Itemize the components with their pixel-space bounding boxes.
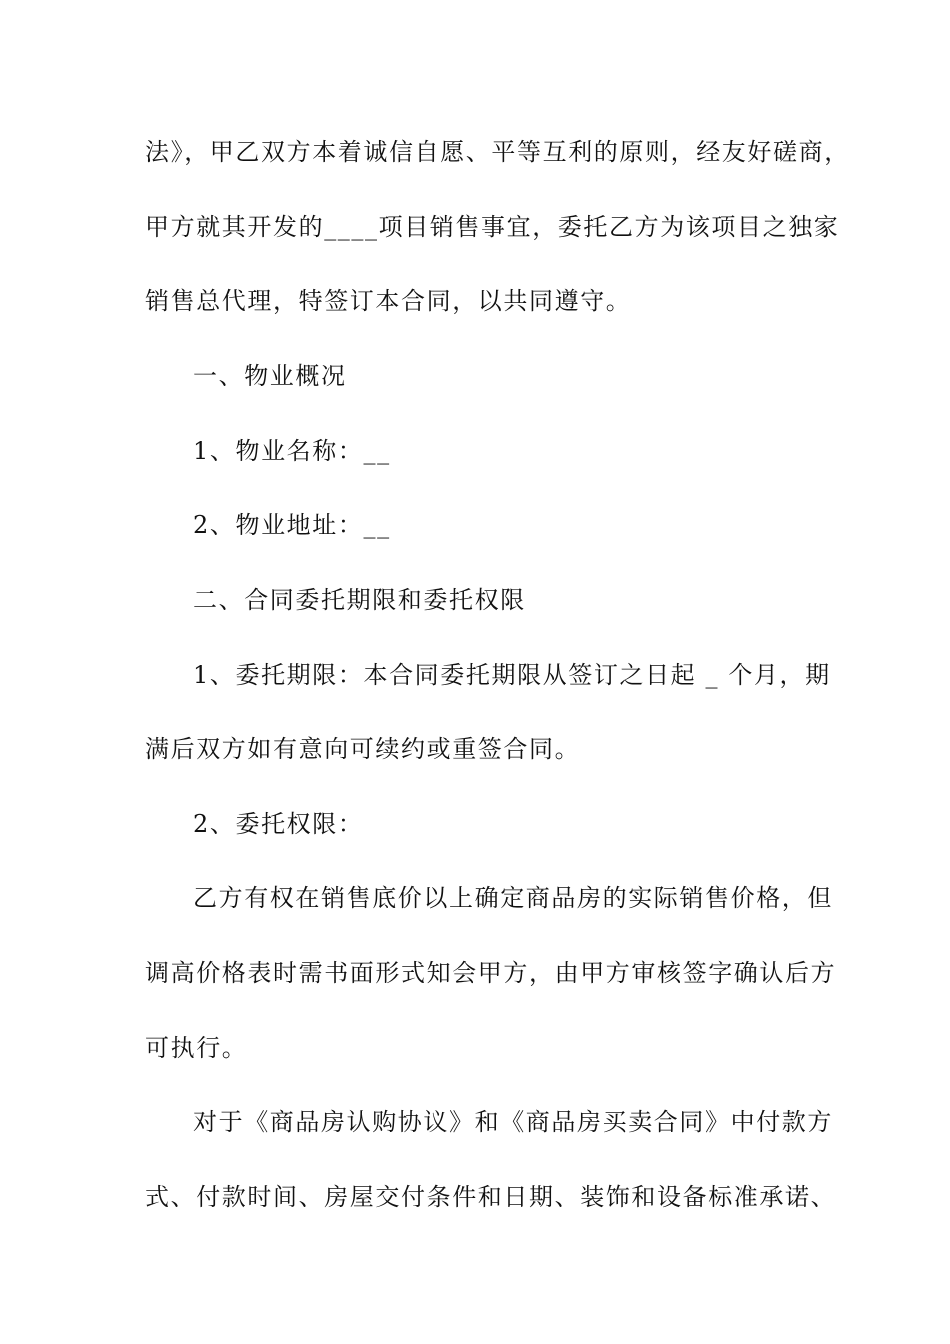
- body-line: 满后双方如有意向可续约或重签合同。: [145, 735, 581, 763]
- body-line: 2、委托权限：: [193, 810, 364, 838]
- body-line: 可执行。: [145, 1034, 248, 1062]
- body-line: 法》，甲乙双方本着诚信自愿、平等互利的原则，经友好磋商，: [145, 138, 850, 166]
- body-line: 对于《商品房认购协议》和《商品房买卖合同》中付款方: [193, 1108, 833, 1136]
- body-line: 乙方有权在销售底价以上确定商品房的实际销售价格，但: [193, 884, 833, 912]
- body-line: 销售总代理，特签订本合同，以共同遵守。: [145, 287, 632, 315]
- body-line: 甲方就其开发的____项目销售事宜，委托乙方为该项目之独家: [145, 213, 840, 241]
- body-line: 式、付款时间、房屋交付条件和日期、装饰和设备标准承诺、: [145, 1183, 837, 1211]
- body-line: 2、物业地址：__: [193, 511, 391, 539]
- body-line: 调高价格表时需书面形式知会甲方，由甲方审核签字确认后方: [145, 959, 837, 987]
- section-heading: 二、合同委托期限和委托权限: [193, 586, 526, 614]
- section-heading: 一、物业概况: [193, 362, 347, 390]
- body-line: 1、物业名称：__: [193, 437, 391, 465]
- body-line: 1、委托期限：本合同委托期限从签订之日起 _ 个月，期: [193, 661, 831, 689]
